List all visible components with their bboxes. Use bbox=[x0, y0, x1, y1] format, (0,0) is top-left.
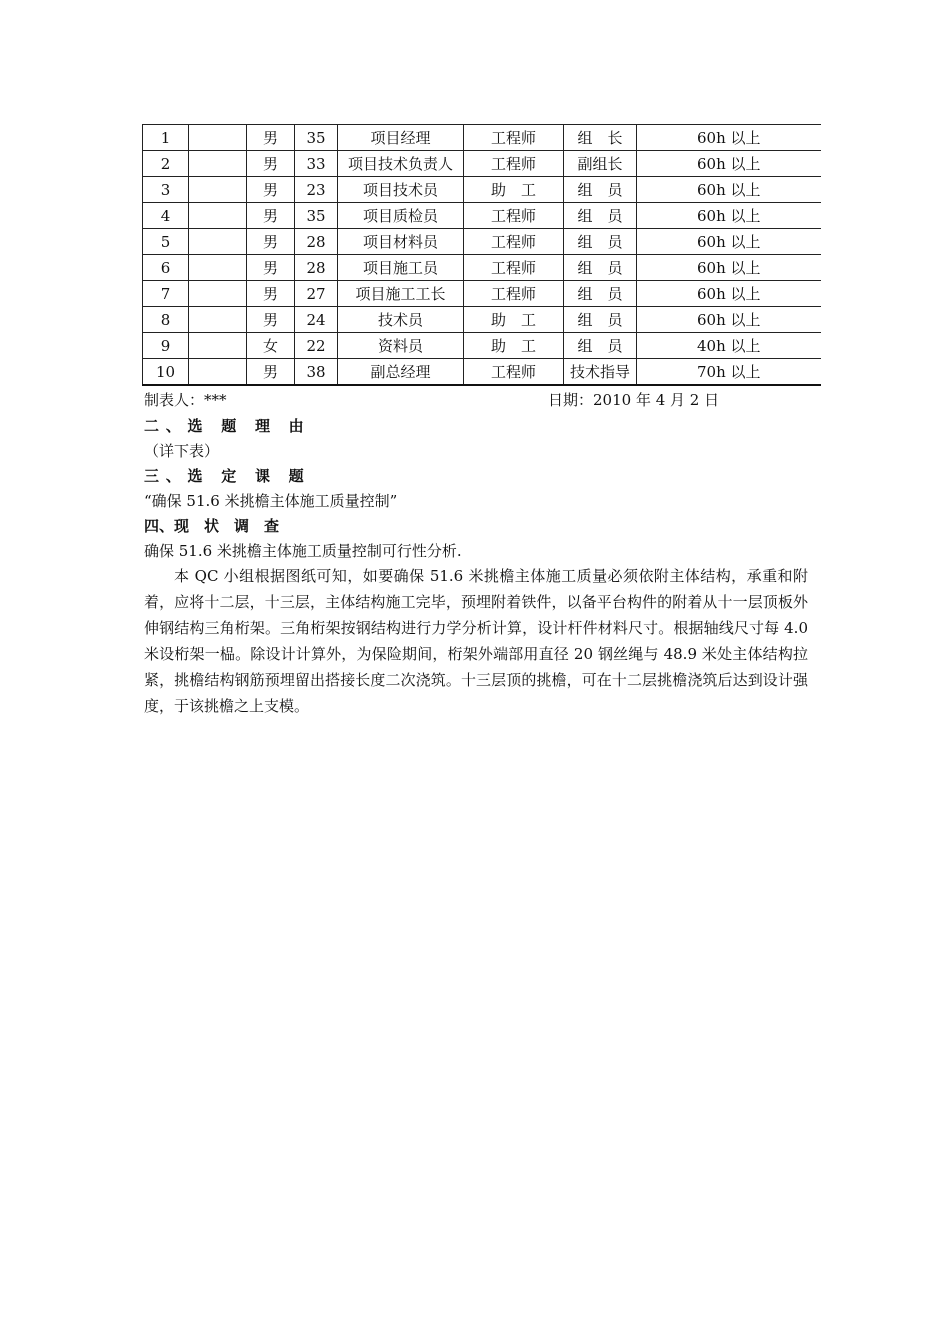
cell-hours: 60h 以上 bbox=[637, 307, 821, 333]
cell-role: 组 员 bbox=[564, 333, 637, 359]
cell-name bbox=[189, 307, 247, 333]
cell-no: 8 bbox=[143, 307, 189, 333]
cell-no: 4 bbox=[143, 203, 189, 229]
cell-age: 23 bbox=[295, 177, 338, 203]
cell-title: 助 工 bbox=[464, 307, 564, 333]
cell-role: 技术指导 bbox=[564, 359, 637, 386]
cell-gender: 男 bbox=[247, 203, 295, 229]
cell-gender: 男 bbox=[247, 255, 295, 281]
preparer-label: 制表人：*** bbox=[144, 391, 227, 409]
cell-age: 38 bbox=[295, 359, 338, 386]
table-row bbox=[143, 125, 821, 151]
cell-hours: 40h 以上 bbox=[637, 333, 821, 359]
selected-topic: “确保 51.6 米挑檐主体施工质量控制” bbox=[144, 492, 398, 510]
cell-title: 助 工 bbox=[464, 333, 564, 359]
cell-position: 项目技术负责人 bbox=[338, 151, 464, 177]
table-row bbox=[143, 307, 821, 333]
cell-hours: 60h 以上 bbox=[637, 125, 821, 151]
cell-position: 项目技术员 bbox=[338, 177, 464, 203]
cell-hours: 60h 以上 bbox=[637, 229, 821, 255]
cell-no: 6 bbox=[143, 255, 189, 281]
cell-position: 资料员 bbox=[338, 333, 464, 359]
table-row bbox=[143, 177, 821, 203]
cell-position: 项目施工员 bbox=[338, 255, 464, 281]
cell-no: 3 bbox=[143, 177, 189, 203]
cell-title: 工程师 bbox=[464, 359, 564, 386]
cell-role: 组 员 bbox=[564, 307, 637, 333]
cell-title: 助 工 bbox=[464, 177, 564, 203]
cell-title: 工程师 bbox=[464, 151, 564, 177]
cell-gender: 男 bbox=[247, 229, 295, 255]
cell-hours: 60h 以上 bbox=[637, 177, 821, 203]
cell-role: 组 长 bbox=[564, 125, 637, 151]
cell-position: 项目施工工长 bbox=[338, 281, 464, 307]
section-3-heading: 三、选 定 课 题 bbox=[144, 467, 311, 485]
cell-gender: 男 bbox=[247, 177, 295, 203]
table-row bbox=[143, 229, 821, 255]
cell-name bbox=[189, 177, 247, 203]
cell-age: 28 bbox=[295, 255, 338, 281]
qc-member-table bbox=[142, 124, 821, 386]
cell-age: 22 bbox=[295, 333, 338, 359]
cell-role: 组 员 bbox=[564, 255, 637, 281]
cell-position: 副总经理 bbox=[338, 359, 464, 386]
cell-gender: 男 bbox=[247, 125, 295, 151]
cell-position: 项目质检员 bbox=[338, 203, 464, 229]
section-2-note: （详下表） bbox=[144, 442, 220, 460]
qc-member-table-body bbox=[143, 125, 821, 386]
cell-role: 组 员 bbox=[564, 281, 637, 307]
cell-age: 35 bbox=[295, 203, 338, 229]
cell-gender: 男 bbox=[247, 359, 295, 386]
cell-role: 组 员 bbox=[564, 177, 637, 203]
cell-name bbox=[189, 255, 247, 281]
cell-age: 35 bbox=[295, 125, 338, 151]
cell-hours: 60h 以上 bbox=[637, 281, 821, 307]
cell-age: 27 bbox=[295, 281, 338, 307]
cell-position: 技术员 bbox=[338, 307, 464, 333]
cell-age: 24 bbox=[295, 307, 338, 333]
cell-role: 组 员 bbox=[564, 203, 637, 229]
cell-age: 33 bbox=[295, 151, 338, 177]
section-2-heading: 二、选 题 理 由 bbox=[144, 417, 311, 435]
cell-role: 组 员 bbox=[564, 229, 637, 255]
section-4-subtitle: 确保 51.6 米挑檐主体施工质量控制可行性分析. bbox=[144, 542, 462, 560]
cell-title: 工程师 bbox=[464, 255, 564, 281]
cell-position: 项目材料员 bbox=[338, 229, 464, 255]
table-row bbox=[143, 281, 821, 307]
cell-name bbox=[189, 281, 247, 307]
cell-hours: 60h 以上 bbox=[637, 151, 821, 177]
cell-name bbox=[189, 151, 247, 177]
section-4-heading: 四、现 状 调 查 bbox=[144, 517, 280, 535]
cell-no: 1 bbox=[143, 125, 189, 151]
cell-title: 工程师 bbox=[464, 203, 564, 229]
cell-hours: 60h 以上 bbox=[637, 255, 821, 281]
cell-no: 5 bbox=[143, 229, 189, 255]
cell-title: 工程师 bbox=[464, 125, 564, 151]
cell-gender: 男 bbox=[247, 281, 295, 307]
table-row bbox=[143, 203, 821, 229]
cell-hours: 70h 以上 bbox=[637, 359, 821, 386]
cell-name bbox=[189, 333, 247, 359]
cell-gender: 男 bbox=[247, 151, 295, 177]
cell-gender: 男 bbox=[247, 307, 295, 333]
cell-name bbox=[189, 229, 247, 255]
cell-no: 9 bbox=[143, 333, 189, 359]
cell-no: 2 bbox=[143, 151, 189, 177]
table-date: 日期：2010 年 4 月 2 日 bbox=[548, 391, 720, 409]
section-4-paragraph: 本 QC 小组根据图纸可知，如要确保 51.6 米挑檐主体施工质量必须依附主体结构，承重和附着，应将十二层，十三层，主体结构施工完毕，预埋附着铁件，以备平台构件的附着从十一层顶板外伸钢结构三角桁架。三角桁架按钢结构进行力学分析计算，设计杆件材料尺寸。根据轴线尺寸每 4.0 米设桁架一榀。除设计计算外，为保险期间，桁架外端部用直径 20 钢丝绳与 48.9 米处主体结构拉紧，挑檐结构钢筋预埋留出搭接长度二次浇筑。十三层顶的挑檐，可在十二层挑檐浇筑后达到设计强度，于该挑檐之上支模。 bbox=[144, 567, 808, 715]
cell-gender: 女 bbox=[247, 333, 295, 359]
table-row bbox=[143, 333, 821, 359]
cell-title: 工程师 bbox=[464, 281, 564, 307]
cell-name bbox=[189, 203, 247, 229]
cell-name bbox=[189, 359, 247, 386]
table-row bbox=[143, 255, 821, 281]
cell-no: 7 bbox=[143, 281, 189, 307]
cell-no: 10 bbox=[143, 359, 189, 386]
cell-hours: 60h 以上 bbox=[637, 203, 821, 229]
cell-age: 28 bbox=[295, 229, 338, 255]
cell-title: 工程师 bbox=[464, 229, 564, 255]
cell-role: 副组长 bbox=[564, 151, 637, 177]
cell-name bbox=[189, 125, 247, 151]
cell-position: 项目经理 bbox=[338, 125, 464, 151]
table-row bbox=[143, 359, 821, 386]
table-row bbox=[143, 151, 821, 177]
